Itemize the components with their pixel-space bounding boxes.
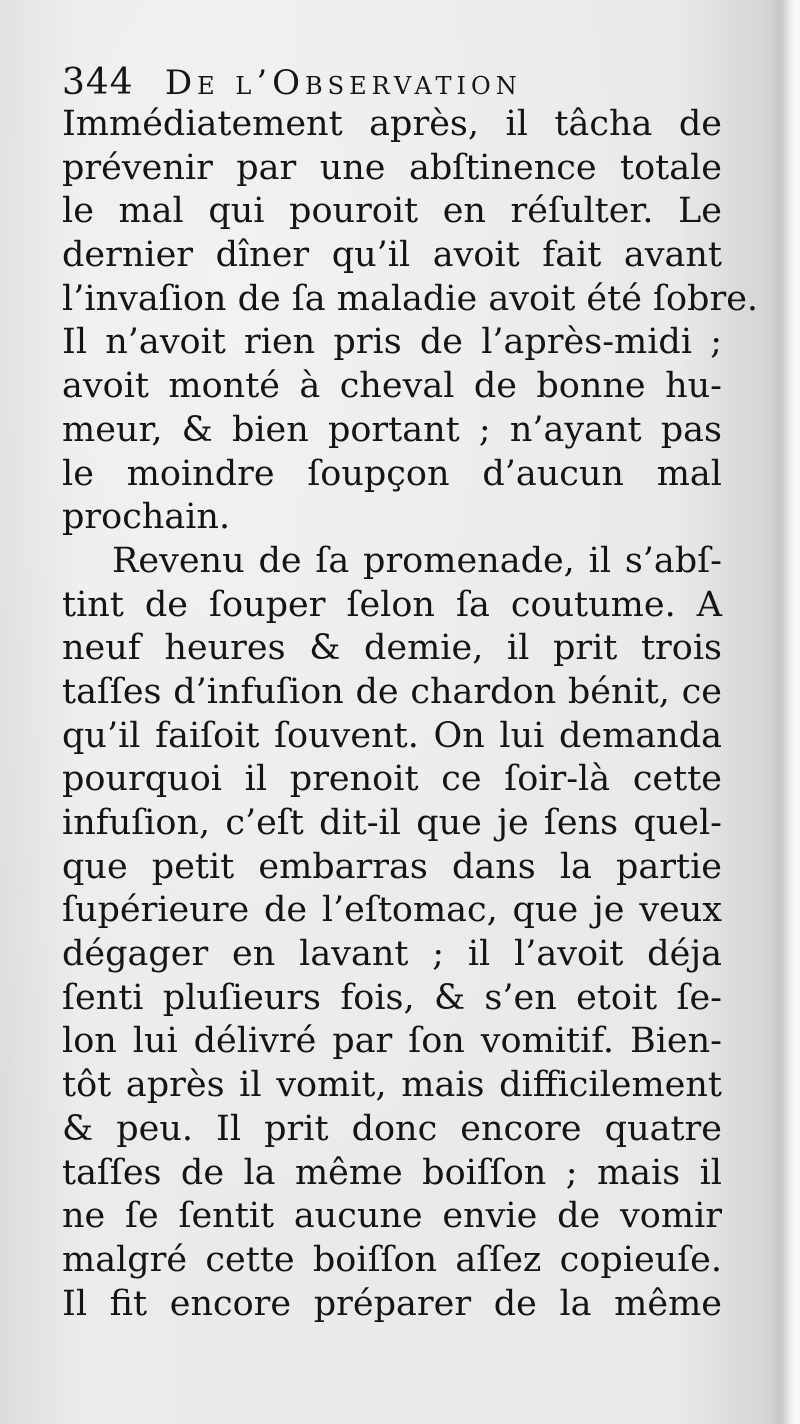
text-line: taſſes de la même boiſſon ; mais il (62, 1152, 722, 1193)
page-gutter-shadow (770, 0, 800, 1424)
text-line: ſupérieure de l’eſtomac, que je veux (62, 890, 722, 931)
text-line: neuf heures & demie, il prit trois (62, 628, 722, 669)
text-line: Il fit encore préparer de la même (62, 1283, 722, 1324)
text-line: meur, & bien portant ; n’ayant pas (62, 409, 722, 450)
text-line: dernier dîner qu’il avoit fait avant (62, 235, 722, 276)
text-line: ſenti pluſieurs fois, & s’en etoit ſe- (62, 977, 722, 1018)
text-line: qu’il faiſoit ſouvent. On lui demanda (62, 715, 722, 756)
text-line: tint de ſouper ſelon ſa coutume. A (62, 584, 722, 625)
text-line: l’invaſion de ſa maladie avoit été ſobre. (62, 278, 759, 319)
text-line: que petit embarras dans la partie (62, 846, 722, 887)
body-text (62, 103, 759, 1326)
text-line: le moindre ſoupçon d’aucun mal (62, 453, 722, 494)
text-line: prochain. (62, 497, 231, 538)
text-line: prévenir par une abſtinence totale (62, 147, 722, 188)
text-line: & peu. Il prit donc encore quatre (62, 1108, 722, 1149)
text-line: Immédiatement après, il tâcha de (62, 104, 722, 144)
text-line: tôt après il vomit, mais difficilement (62, 1065, 722, 1106)
paragraph-start-line: Revenu de ſa promenade, il s’abſ- (112, 540, 722, 581)
text-line: dégager en lavant ; il l’avoit déja (62, 934, 722, 975)
text-line: lon lui délivré par ſon vomitif. Bien- (62, 1021, 722, 1062)
running-head: De l’Observation (164, 63, 522, 103)
text-line: ne ſe ſentit aucune envie de vomir (62, 1196, 722, 1237)
text-line: taſſes d’infuſion de chardon bénit, ce (62, 671, 722, 712)
page-header (62, 62, 742, 106)
text-line: pourquoi il prenoit ce ſoir-là cette (62, 759, 722, 800)
page-number: 344 (62, 62, 134, 103)
text-line: avoit monté à cheval de bonne hu- (62, 366, 722, 407)
text-line: le mal qui pouroit en réſulter. Le (62, 191, 722, 232)
text-line: malgré cette boiſſon aſſez copieuſe. (62, 1239, 722, 1280)
text-line: Il n’avoit rien pris de l’après-midi ; (62, 322, 722, 363)
text-line: infuſion, c’eſt dit-il que je ſens quel- (62, 803, 722, 843)
